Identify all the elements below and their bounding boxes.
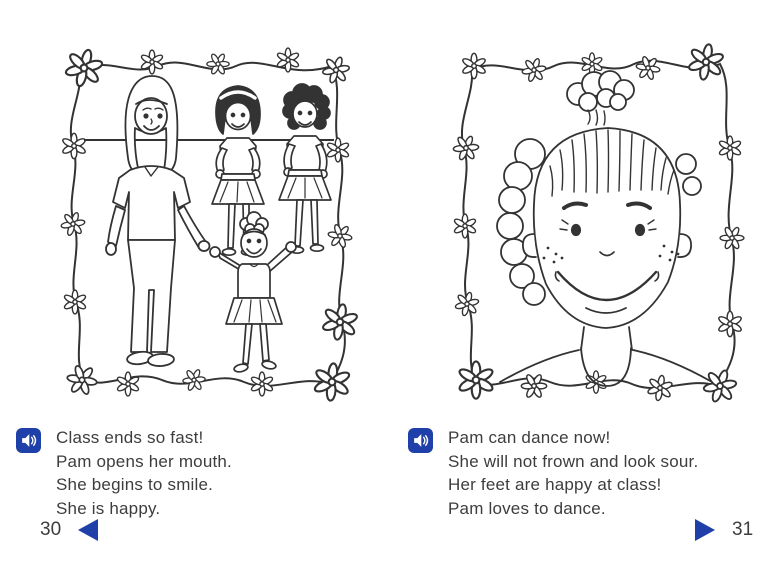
right-triangle-arrow-icon — [692, 517, 718, 543]
caption-line: Class ends so fast! — [56, 428, 204, 447]
speaker-volume-icon — [19, 431, 38, 450]
caption-line: She is happy. — [56, 498, 161, 518]
next-page-button[interactable] — [692, 517, 718, 543]
audio-play-button-right[interactable] — [408, 428, 433, 453]
caption-line: Her feet are happy at class! — [448, 475, 662, 494]
caption-text-right — [448, 426, 698, 520]
caption-block-right — [408, 426, 698, 520]
previous-page-button[interactable] — [75, 517, 101, 543]
caption-line: Pam loves to dance. — [448, 498, 606, 518]
page-number-left: 30 — [40, 519, 62, 540]
page-number-right: 31 — [732, 519, 754, 540]
caption-line: Pam can dance now! — [448, 428, 611, 447]
caption-line: She will not frown and look sour. — [448, 451, 699, 471]
caption-line: Pam opens her mouth. — [56, 451, 232, 471]
illustration-ballet-class — [48, 36, 368, 416]
caption-text-left — [56, 426, 232, 520]
audio-play-button-left[interactable] — [16, 428, 41, 453]
footer-left — [40, 517, 101, 543]
footer-right — [692, 517, 753, 543]
illustration-pam-smiling-face — [438, 36, 758, 416]
caption-block-left — [16, 426, 232, 520]
caption-line: She begins to smile. — [56, 475, 214, 494]
left-triangle-arrow-icon — [75, 517, 101, 543]
speaker-volume-icon — [411, 431, 430, 450]
